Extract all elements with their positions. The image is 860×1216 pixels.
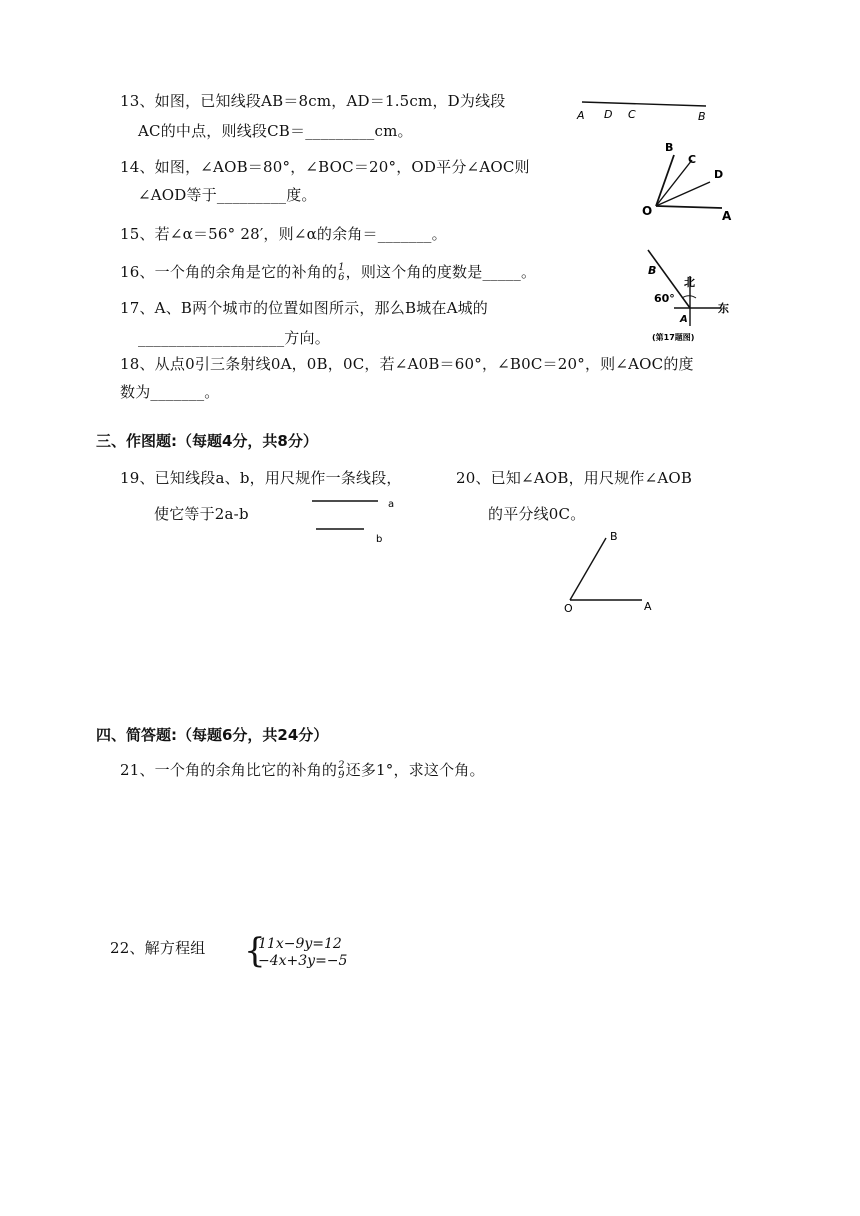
- q14-label-d: D: [714, 168, 724, 181]
- q13-label-d: D: [604, 108, 613, 121]
- q20-line1: 20、已知∠AOB，用尺规作∠AOB: [456, 469, 693, 487]
- q17-label-east: 东: [718, 302, 729, 315]
- section-4-title: 四、简答题:（每题6分，共24分）: [96, 726, 329, 744]
- q14-line2: ∠AOD等于_________度。: [138, 186, 317, 204]
- q15-text: 15、若∠α＝56° 28′，则∠α的余角＝_______。: [120, 225, 447, 243]
- q21-frac-num: 2: [338, 760, 345, 771]
- q17-line2: ___________________方向。: [138, 329, 330, 347]
- q19-label-b: b: [376, 534, 383, 545]
- q17-label-angle: 60°: [654, 292, 675, 305]
- q21-text: [120, 760, 485, 781]
- q16-frac-num: 1: [338, 262, 345, 273]
- q13-label-a: A: [577, 109, 585, 122]
- q17-label-north: 北: [684, 276, 695, 289]
- section-3-title: 三、作图题:（每题4分，共8分）: [96, 432, 318, 450]
- q17-label-a: A: [680, 314, 688, 325]
- q22-brace: {: [244, 931, 266, 971]
- q20-label-b: B: [610, 530, 618, 543]
- q19-line1: 19、已知线段a、b，用尺规作一条线段，: [120, 469, 402, 487]
- q13-segment-figure: [572, 94, 712, 124]
- q16-frac-den: 6: [338, 272, 345, 283]
- q19-segments-figure: [308, 492, 398, 548]
- q22-equation-1: 11x−9y=12: [258, 936, 342, 952]
- q13-line2: AC的中点，则线段CB＝_________cm。: [138, 122, 413, 140]
- q16-post: ，则这个角的度数是_____。: [345, 263, 537, 281]
- q21-pre: 21、一个角的余角比它的补角的: [120, 761, 338, 779]
- q17-line1: 17、A、B两个城市的位置如图所示，那么B城在A城的: [120, 299, 488, 317]
- q18-line2: 数为_______。: [120, 383, 220, 401]
- q16-pre: 16、一个角的余角是它的补角的: [120, 263, 338, 281]
- q20-line2: 的平分线0C。: [488, 505, 586, 523]
- q20-angle-figure: [560, 526, 660, 614]
- q22-equation-system: [258, 936, 347, 970]
- q14-label-a: A: [722, 209, 732, 223]
- q13-label-b: B: [698, 110, 706, 123]
- q21-post: 还多1°，求这个角。: [345, 761, 485, 779]
- q13-label-c: C: [628, 108, 636, 121]
- q14-angle-figure: [636, 138, 736, 226]
- q14-label-b: B: [665, 141, 674, 154]
- q19-line2: 使它等于2a-b: [154, 505, 249, 523]
- q16-fraction: [338, 263, 345, 283]
- q17-direction-figure: [640, 246, 740, 346]
- q17-caption: (第17题图): [652, 333, 695, 342]
- q14-label-c: C: [688, 153, 697, 166]
- q13-line1: 13、如图，已知线段AB＝8cm，AD＝1.5cm，D为线段: [120, 92, 506, 110]
- q20-label-a: A: [644, 600, 652, 613]
- q17-label-b: B: [648, 264, 657, 277]
- q21-frac-den: 9: [338, 770, 345, 781]
- q21-fraction: [338, 761, 345, 781]
- q18-line1: 18、从点0引三条射线0A，0B，0C，若∠A0B＝60°，∠B0C＝20°，则∠AOC的度: [120, 355, 694, 373]
- q16-text: [120, 262, 536, 283]
- q19-label-a: a: [388, 499, 395, 510]
- q22-equation-2: −4x+3y=−5: [258, 953, 348, 969]
- q22-label: 22、解方程组: [110, 939, 206, 957]
- q14-label-o: O: [642, 204, 653, 218]
- q20-label-o: O: [564, 602, 573, 614]
- q14-line1: 14、如图，∠AOB＝80°，∠BOC＝20°，OD平分∠AOC则: [120, 158, 530, 176]
